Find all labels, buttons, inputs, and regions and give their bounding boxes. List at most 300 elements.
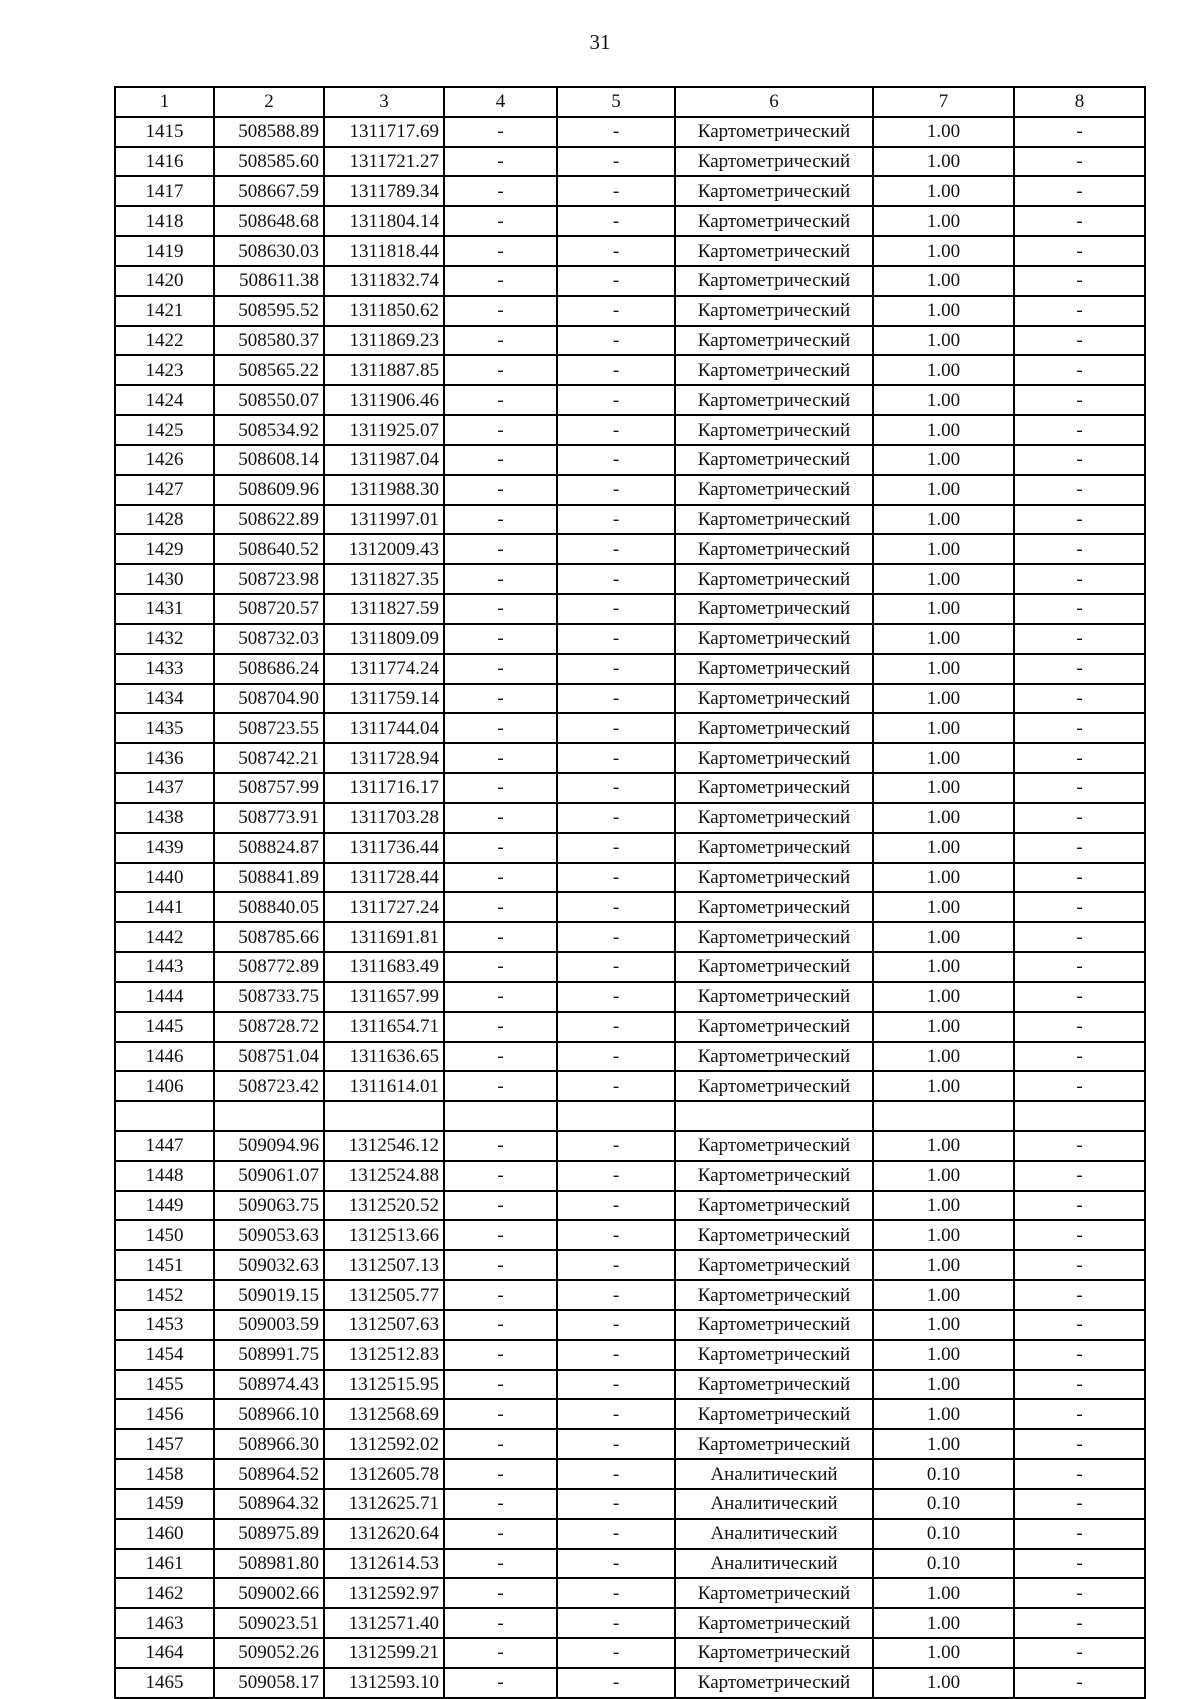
table-cell: 1311657.99 [324,982,444,1012]
table-cell: 1.00 [873,594,1014,624]
table-cell: - [557,1489,675,1519]
table-cell: 1461 [115,1549,214,1579]
table-cell: 1.00 [873,1280,1014,1310]
table-cell: Картометрический [675,833,873,863]
table-cell: 1.00 [873,1668,1014,1698]
table-cell: - [557,952,675,982]
table-cell: - [557,564,675,594]
table-cell: - [444,1280,557,1310]
table-cell: - [1014,1399,1145,1429]
table-cell: 1311869.23 [324,326,444,356]
table-cell: 1.00 [873,176,1014,206]
table-cell: 508723.98 [214,564,324,594]
table-cell: - [557,1250,675,1280]
table-row [115,1071,1145,1101]
table-cell: - [557,206,675,236]
table-cell: - [444,743,557,773]
table-cell: - [444,236,557,266]
table-cell: 508595.52 [214,296,324,326]
table-row [115,1191,1145,1221]
table-cell: 1.00 [873,892,1014,922]
table-cell: 1441 [115,892,214,922]
table-cell: - [1014,1131,1145,1161]
table-cell: - [444,624,557,654]
table-row [115,1578,1145,1608]
table-cell: - [444,1250,557,1280]
table-cell: - [444,922,557,952]
table-cell: - [444,952,557,982]
column-header: 5 [557,87,675,117]
table-row [115,982,1145,1012]
table-cell: - [557,713,675,743]
table-cell: 1312507.63 [324,1310,444,1340]
table-cell: - [557,1220,675,1250]
table-cell: Картометрический [675,147,873,177]
table-row [115,206,1145,236]
table-cell: - [557,1042,675,1072]
table-cell: - [444,833,557,863]
table-row [115,266,1145,296]
table-cell: 1311827.35 [324,564,444,594]
table-cell: Картометрический [675,1668,873,1698]
column-header: 7 [873,87,1014,117]
table-cell: 1311691.81 [324,922,444,952]
table-cell: - [557,296,675,326]
table-cell: 508751.04 [214,1042,324,1072]
table-row [115,385,1145,415]
table-cell: 1416 [115,147,214,177]
table-cell: 1311759.14 [324,684,444,714]
table-cell: - [557,922,675,952]
table-cell: - [1014,445,1145,475]
table-cell: 1.00 [873,355,1014,385]
table-cell: 508588.89 [214,117,324,147]
table-cell: Картометрический [675,1340,873,1370]
table-cell: 508609.96 [214,475,324,505]
table-cell: 1455 [115,1370,214,1400]
table-cell: 508772.89 [214,952,324,982]
table-cell: 1445 [115,1012,214,1042]
table-cell: Картометрический [675,534,873,564]
table-cell: Картометрический [675,445,873,475]
table-cell: - [1014,803,1145,833]
table-cell: - [1014,1191,1145,1221]
table-cell: - [1014,1668,1145,1698]
table-cell: - [444,475,557,505]
table-cell: 509052.26 [214,1638,324,1668]
table-cell: - [1014,176,1145,206]
table-row [115,1310,1145,1340]
table-cell: - [1014,1429,1145,1459]
table-cell: 1312625.71 [324,1489,444,1519]
table-cell: - [444,147,557,177]
table-cell: 1.00 [873,326,1014,356]
table-row [115,1280,1145,1310]
table-cell: - [444,1071,557,1101]
table-cell: - [557,1131,675,1161]
table-cell: - [557,1459,675,1489]
table-cell: Аналитический [675,1489,873,1519]
column-header: 6 [675,87,873,117]
table-cell: 1.00 [873,803,1014,833]
table-cell [675,1101,873,1131]
table-cell: 1.00 [873,1638,1014,1668]
table-cell: Картометрический [675,1042,873,1072]
table-cell: 1312524.88 [324,1161,444,1191]
table-cell: - [1014,952,1145,982]
table-cell: 1311925.07 [324,415,444,445]
table-cell: 1439 [115,833,214,863]
table-cell: 508966.10 [214,1399,324,1429]
table-row [115,564,1145,594]
table-cell: - [1014,266,1145,296]
table-row [115,1131,1145,1161]
table-cell: 508974.43 [214,1370,324,1400]
table-cell: - [557,654,675,684]
table-cell: 508585.60 [214,147,324,177]
table-cell: - [1014,743,1145,773]
table-cell: 1312592.02 [324,1429,444,1459]
table-cell: - [444,773,557,803]
table-cell: 1.00 [873,922,1014,952]
table-row [115,1399,1145,1429]
table-cell: 1427 [115,475,214,505]
table-cell: 1428 [115,505,214,535]
table-cell: 1311728.94 [324,743,444,773]
table-cell: 1.00 [873,863,1014,893]
table-cell: Картометрический [675,564,873,594]
table-cell: Картометрический [675,1608,873,1638]
table-cell: - [1014,1042,1145,1072]
table-cell: 509003.59 [214,1310,324,1340]
table-cell: Картометрический [675,1071,873,1101]
table-cell: 1422 [115,326,214,356]
table-cell: 509058.17 [214,1668,324,1698]
table-cell: - [557,1370,675,1400]
table-cell: 0.10 [873,1459,1014,1489]
table-row [115,624,1145,654]
table-cell: 1456 [115,1399,214,1429]
table-cell: 1.00 [873,624,1014,654]
table-cell: 1423 [115,355,214,385]
table-cell: 1.00 [873,1310,1014,1340]
table-cell: - [444,1549,557,1579]
table-cell: 1425 [115,415,214,445]
table-cell: 1406 [115,1071,214,1101]
table-cell: 1424 [115,385,214,415]
table-cell: 1463 [115,1608,214,1638]
table-cell: 1432 [115,624,214,654]
table-cell: - [1014,415,1145,445]
table-cell: 1311997.01 [324,505,444,535]
table-cell: - [1014,1549,1145,1579]
table-cell: 1.00 [873,684,1014,714]
table-cell: - [1014,684,1145,714]
table-cell: 1426 [115,445,214,475]
table-cell: Картометрический [675,1638,873,1668]
table-cell: Картометрический [675,505,873,535]
table-cell: 1312507.13 [324,1250,444,1280]
table-cell: 1312620.64 [324,1519,444,1549]
table-cell: - [1014,1220,1145,1250]
table-cell: 1.00 [873,833,1014,863]
table-cell: - [557,743,675,773]
table-cell: 1417 [115,176,214,206]
table-cell: 1.00 [873,1370,1014,1400]
table-cell: - [1014,654,1145,684]
page-number: 31 [589,30,611,54]
table-cell: 1311850.62 [324,296,444,326]
table-cell: 508728.72 [214,1012,324,1042]
table-cell: Картометрический [675,684,873,714]
table-cell: Картометрический [675,1429,873,1459]
table-cell: 508550.07 [214,385,324,415]
table-cell: 1311789.34 [324,176,444,206]
table-cell: - [444,1131,557,1161]
table-row [115,1608,1145,1638]
table-cell: Картометрический [675,326,873,356]
table-cell: 509032.63 [214,1250,324,1280]
table-row [115,1429,1145,1459]
table-cell: - [557,117,675,147]
table-cell: 508824.87 [214,833,324,863]
table-cell: 1311804.14 [324,206,444,236]
table-cell [115,1101,214,1131]
table-cell: - [1014,863,1145,893]
table-cell: - [557,594,675,624]
table-cell: - [1014,713,1145,743]
table-cell: - [1014,1071,1145,1101]
table-cell: 1.00 [873,654,1014,684]
table-cell: - [444,445,557,475]
table-row [115,952,1145,982]
table-cell: 1311744.04 [324,713,444,743]
table-cell: 1311614.01 [324,1071,444,1101]
table-cell: - [557,236,675,266]
table-cell: 508991.75 [214,1340,324,1370]
table-cell: 1.00 [873,1191,1014,1221]
column-header: 3 [324,87,444,117]
table-cell: - [444,296,557,326]
table-cell: 1312599.21 [324,1638,444,1668]
table-cell: Картометрический [675,952,873,982]
table-cell: 1.00 [873,1220,1014,1250]
table-cell: 508565.22 [214,355,324,385]
table-cell: 508648.68 [214,206,324,236]
table-row [115,892,1145,922]
table-cell [873,1101,1014,1131]
table-cell: - [1014,773,1145,803]
table-cell: - [557,892,675,922]
table-cell: - [444,1370,557,1400]
table-cell: 508723.42 [214,1071,324,1101]
header-row [115,87,1145,117]
table-cell: Картометрический [675,1161,873,1191]
table-cell: - [444,1489,557,1519]
table-cell: 508733.75 [214,982,324,1012]
table-cell: - [1014,1459,1145,1489]
table-row [115,236,1145,266]
table-cell: 1311727.24 [324,892,444,922]
table-row [115,445,1145,475]
table-cell: 1443 [115,952,214,982]
table-cell: 1312593.10 [324,1668,444,1698]
table-cell: - [557,1071,675,1101]
table-cell: 1311721.27 [324,147,444,177]
table-body [115,117,1145,1698]
table-cell: - [557,1310,675,1340]
table-cell: - [444,1429,557,1459]
table-cell: Аналитический [675,1459,873,1489]
table-cell: 1454 [115,1340,214,1370]
table-cell: - [1014,355,1145,385]
table-cell: 1444 [115,982,214,1012]
table-cell: 1.00 [873,982,1014,1012]
table-cell: - [557,1161,675,1191]
table-cell: 1312568.69 [324,1399,444,1429]
table-cell: 1.00 [873,147,1014,177]
table-cell: - [557,833,675,863]
table-cell: 1311774.24 [324,654,444,684]
table-cell: 1.00 [873,1250,1014,1280]
table-cell: 1435 [115,713,214,743]
table-cell: Картометрический [675,266,873,296]
table-cell: - [1014,475,1145,505]
table-cell: - [1014,982,1145,1012]
table-cell: 1447 [115,1131,214,1161]
column-header: 1 [115,87,214,117]
table-cell: 508840.05 [214,892,324,922]
table-cell: 1311818.44 [324,236,444,266]
table-row [115,296,1145,326]
table-cell: 1311728.44 [324,863,444,893]
table-cell: Картометрический [675,1220,873,1250]
table-cell: 508964.52 [214,1459,324,1489]
table-cell: 1419 [115,236,214,266]
table-cell: 508720.57 [214,594,324,624]
table-cell: 509002.66 [214,1578,324,1608]
table-cell: 508686.24 [214,654,324,684]
table-cell: - [444,1608,557,1638]
table-cell: 1437 [115,773,214,803]
table-cell: 1311987.04 [324,445,444,475]
table-cell: - [557,863,675,893]
table-cell: - [1014,206,1145,236]
table-cell: 1.00 [873,296,1014,326]
table-cell: - [1014,1250,1145,1280]
table-cell: - [1014,1608,1145,1638]
table-cell: Картометрический [675,385,873,415]
table-cell: - [557,385,675,415]
table-cell: Картометрический [675,176,873,206]
table-cell: Картометрический [675,654,873,684]
table-cell: 1312592.97 [324,1578,444,1608]
table-cell: 1453 [115,1310,214,1340]
table-cell: - [557,1280,675,1310]
table-cell: - [1014,147,1145,177]
table-cell: 1312513.66 [324,1220,444,1250]
table-cell [1014,1101,1145,1131]
table-cell: - [444,1220,557,1250]
table-cell: 1464 [115,1638,214,1668]
table-cell: 1.00 [873,1340,1014,1370]
table-cell: Картометрический [675,1578,873,1608]
table-cell: - [444,863,557,893]
table-row [115,1370,1145,1400]
table-cell: 508667.59 [214,176,324,206]
table-cell: 509063.75 [214,1191,324,1221]
table-cell: 1.00 [873,1399,1014,1429]
table-cell: 1312505.77 [324,1280,444,1310]
table-row [115,684,1145,714]
table-row [115,355,1145,385]
table-cell: - [557,982,675,1012]
table-cell: 1311654.71 [324,1012,444,1042]
table-cell: - [557,1668,675,1698]
coordinates-table [114,86,1146,1699]
table-cell: - [557,1340,675,1370]
table-cell: - [1014,1012,1145,1042]
table-cell: 1442 [115,922,214,952]
table-cell: - [557,147,675,177]
table-cell: Картометрический [675,773,873,803]
table-cell: - [557,1549,675,1579]
table-cell: - [557,1012,675,1042]
table-cell: - [444,326,557,356]
table-cell: - [444,803,557,833]
table-cell: 509023.51 [214,1608,324,1638]
table-cell: 1.00 [873,445,1014,475]
table-cell: - [444,206,557,236]
table-row [115,326,1145,356]
table-cell: - [444,505,557,535]
table-cell: - [444,564,557,594]
table-cell: 1311716.17 [324,773,444,803]
table-cell: 508757.99 [214,773,324,803]
table-cell: 1429 [115,534,214,564]
table-cell: 1.00 [873,1578,1014,1608]
table-cell: Картометрический [675,594,873,624]
table-cell: - [444,1519,557,1549]
table-cell: 1.00 [873,385,1014,415]
table-cell: 1420 [115,266,214,296]
table-cell: 1.00 [873,773,1014,803]
table-cell: Картометрический [675,863,873,893]
table-cell: 1312512.83 [324,1340,444,1370]
table-cell: - [557,684,675,714]
table-cell: 1312605.78 [324,1459,444,1489]
table-cell: - [1014,505,1145,535]
table-cell: 508611.38 [214,266,324,296]
table-cell: Картометрический [675,803,873,833]
table-cell: 508640.52 [214,534,324,564]
table-cell: - [444,176,557,206]
table-cell: 1.00 [873,1131,1014,1161]
table-cell: 1.00 [873,415,1014,445]
table-cell: 1312571.40 [324,1608,444,1638]
table-row [115,1459,1145,1489]
table-cell: Картометрический [675,236,873,266]
table-cell: - [557,415,675,445]
table-row [115,863,1145,893]
table-row [115,176,1145,206]
table-cell: 1458 [115,1459,214,1489]
table-cell: 1438 [115,803,214,833]
table-cell: 508723.55 [214,713,324,743]
table-cell [444,1101,557,1131]
table-cell: 1.00 [873,266,1014,296]
table-cell: 1.00 [873,1071,1014,1101]
